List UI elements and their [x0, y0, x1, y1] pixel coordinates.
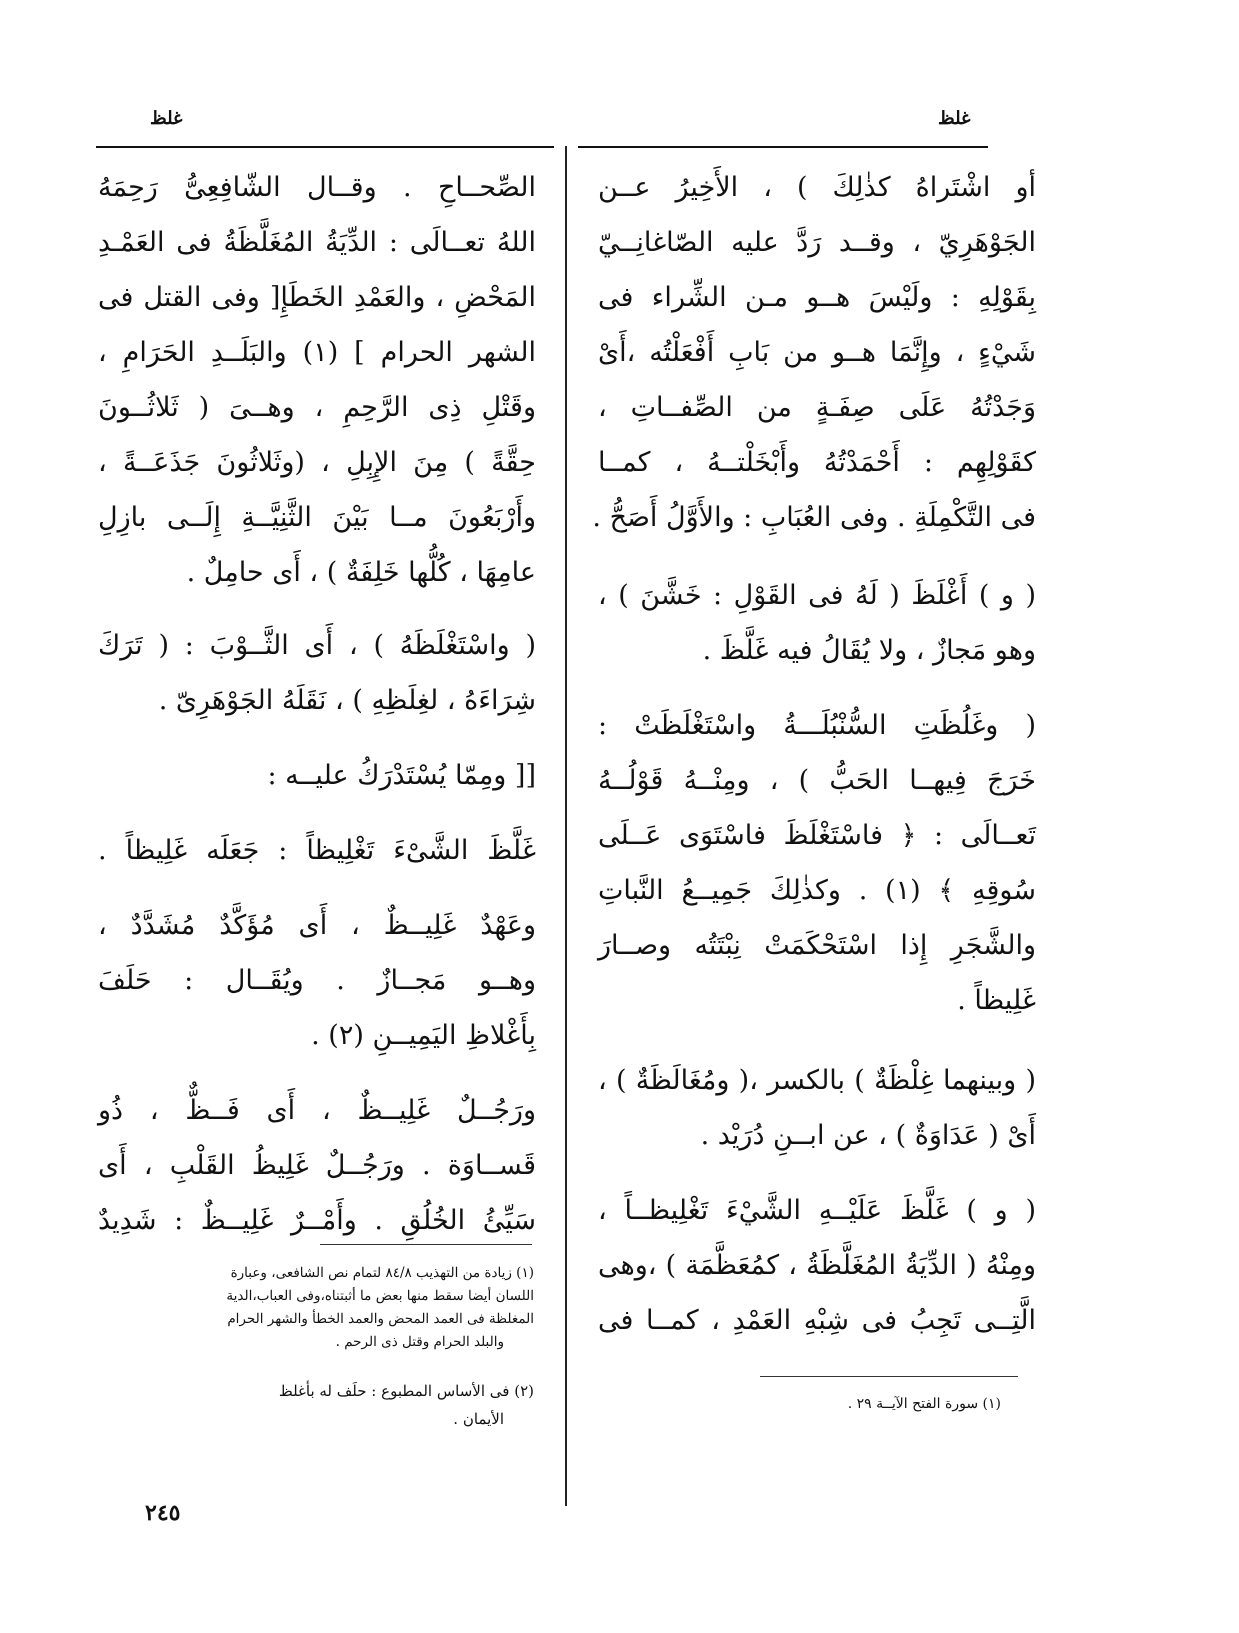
footnote: الأيمان . [453, 1410, 504, 1428]
footnote: (٢) فى الأساس المطبوع : حلَف له بأغلظ [278, 1382, 534, 1400]
text-line: سَيِّئُ الخُلُقِ . وأَمْــرٌ غَلِيــظٌ : شَدِيدٌ [98, 1205, 536, 1236]
text-line: الشهر الحرام ] (١) والبَلَــدِ الحَرَامِ ، [98, 337, 536, 368]
text-line: بِقَوْلِهِ : ولَيْسَ هــو مـن الشِّراء فى [598, 282, 1036, 313]
text-line: ( و ) غَلَّظَ عَلَيْــهِ الشَّيْءَ تَغْلِيظــاً ، [598, 1195, 1036, 1226]
text-line: قَســاوَة . ورَجُــلٌ غَلِيظُ القَلْبِ ، أَى [98, 1150, 536, 1181]
text-line: الجَوْهَرِيّ ، وقــد رَدَّ عليه الصّاغانِــيّ [598, 227, 1036, 258]
text-line: وَجَدْتُهُ عَلَى صِفَـةٍ من الصِّفــاتِ ، [598, 392, 1036, 423]
footnote: (١) زيادة من التهذيب ٨٤/٨ لتمام نص الشافعى، وعبارة [230, 1265, 534, 1281]
footnote-rule-left [320, 1244, 532, 1245]
running-header-left: غلظ [150, 108, 183, 129]
text-line: الصِّحــاحِ . وقــال الشّافِعِىُّ رَحِمَهُ [98, 172, 536, 203]
text-line: بِأَغْلاظِ اليَمِيــنِ (٢) . [311, 1020, 536, 1051]
text-line: عامِهَا ، كُلُّها خَلِفَةٌ ) ، أَى حامِلٌ . [186, 557, 536, 588]
text-line: اللهُ تعــالَى : الدِّيَةُ المُغَلَّظَةُ فى العَمْـدِ [98, 227, 536, 258]
text-line: سُوقِهِ ﴾ (١) . وكذٰلِكَ جَمِيــعُ النَّباتِ [598, 875, 1036, 906]
text-line: وعَهْدٌ غَلِيــظٌ ، أَى مُؤَكَّدٌ مُشَدَّدٌ ، [98, 910, 536, 941]
text-line: ومِنْهُ ( الدِّيَةُ المُغَلَّظَةُ ، كمُعَظَّمَة ) ،وهى [598, 1250, 1036, 1281]
text-line: ( واسْتَغْلَظَهُ ) ، أَى الثَّــوْبَ : ( تَرَكَ [98, 630, 536, 661]
text-line: ( وغَلُظَتِ السُّنْبُلَـــةُ واسْتَغْلَظَتْ : [598, 710, 1036, 741]
text-line: الَّتِــى تَجِبُ فى شِبْهِ العَمْدِ ، كمــا فى [598, 1305, 1036, 1336]
footnote: (١) سورة الفتح الآيــة ٢٩ . [847, 1396, 1001, 1412]
text-line: ورَجُــلٌ غَلِيــظٌ ، أَى فَــظٌّ ، ذُو [98, 1095, 536, 1126]
text-line: غَلِيظاً . [957, 985, 1036, 1016]
text-line: تَعــالَى : ﴿ فاسْتَغْلَظَ فاسْتَوَى عَــلَى [598, 820, 1036, 851]
text-line: أَىْ ( عَدَاوَةٌ ) ، عن ابــنِ دُرَيْد . [700, 1120, 1036, 1151]
text-line: حِقَّةً ) مِنَ الإِبِلِ ، (وثَلاثُونَ جَذَعَــةً ، [98, 447, 536, 478]
text-line: وأَرْبَعُونَ مــا بَيْنَ الثَّنِيَّــةِ إِلَــى بازِلِ [98, 502, 536, 533]
text-line: وهو مَجازٌ ، ولا يُقَالُ فيه غَلَّظَ . [702, 635, 1036, 666]
text-line: خَرَجَ فِيهــا الحَبُّ ) ، ومِنْــهُ قَوْلُــهُ [598, 765, 1036, 796]
text-line: المَحْضِ ، والعَمْدِ الخَطَإِ[ وفى القتل فى [98, 282, 536, 313]
text-line: وقَتْلِ ذِى الرَّحِمِ ، وهــىَ ( ثَلاثُــونَ [98, 392, 536, 423]
text-line: غَلَّظَ الشَّىْءَ تَغْلِيظاً : جَعَلَه غَلِيظاً . [98, 835, 536, 866]
footnote: اللسان أيضا سقط منها بعض ما أثبتناه،وفى العباب،الدية [226, 1288, 534, 1304]
column-divider [565, 146, 567, 1506]
header-rule-right [578, 146, 988, 148]
text-line: ( وبينهما غِلْظَةٌ ) بالكسر ،( ومُغَالَظَةٌ ) ، [598, 1065, 1036, 1096]
text-line: شِرَاءَهُ ، لغِلَظِهِ ) ، نَقَلَهُ الجَوْهَرِىّ . [158, 685, 536, 716]
footnote-rule-right [760, 1376, 1018, 1377]
text-line: ( و ) أَغْلَظَ ( لَهُ فى القَوْلِ : خَشَّنَ ) ، [598, 580, 1036, 611]
footnote: المغلظة فى العمد المحض والعمد الخطأ والشهر الحرام [227, 1311, 534, 1327]
text-line: والشَّجَرِ إِذا اسْتَحْكَمَتْ نِبْتَتُه وصــارَ [598, 930, 1036, 961]
text-line: [[ ومِمّا يُسْتَدْرَكُ عليــه : [267, 760, 536, 791]
header-rule-left [96, 146, 554, 148]
text-line: كقَوْلِهِم : أَحْمَدْتُهُ وأَبْخَلْتــهُ ، كمــا [598, 447, 1036, 478]
text-line: وهــو مَجــازٌ . ويُقَــال : حَلَفَ [98, 965, 536, 996]
text-line: أو اشْتَراهُ كذٰلِكَ ) ، الأَخِيرُ عــن [598, 172, 1036, 203]
text-line: شَيْءٍ ، وإِنَّمَا هــو من بَابِ أَفْعَلْتُه ،أَىْ [598, 337, 1036, 368]
running-header-right: غلظ [938, 108, 971, 129]
page-number: ٢٤٥ [145, 1500, 181, 1526]
footnote: والبلد الحرام وقتل ذى الرحم . [335, 1334, 504, 1350]
text-line: فى التَّكْمِلَةِ . وفى العُبَابِ : والأَوَّلُ أَصَحُّ . [592, 502, 1036, 533]
